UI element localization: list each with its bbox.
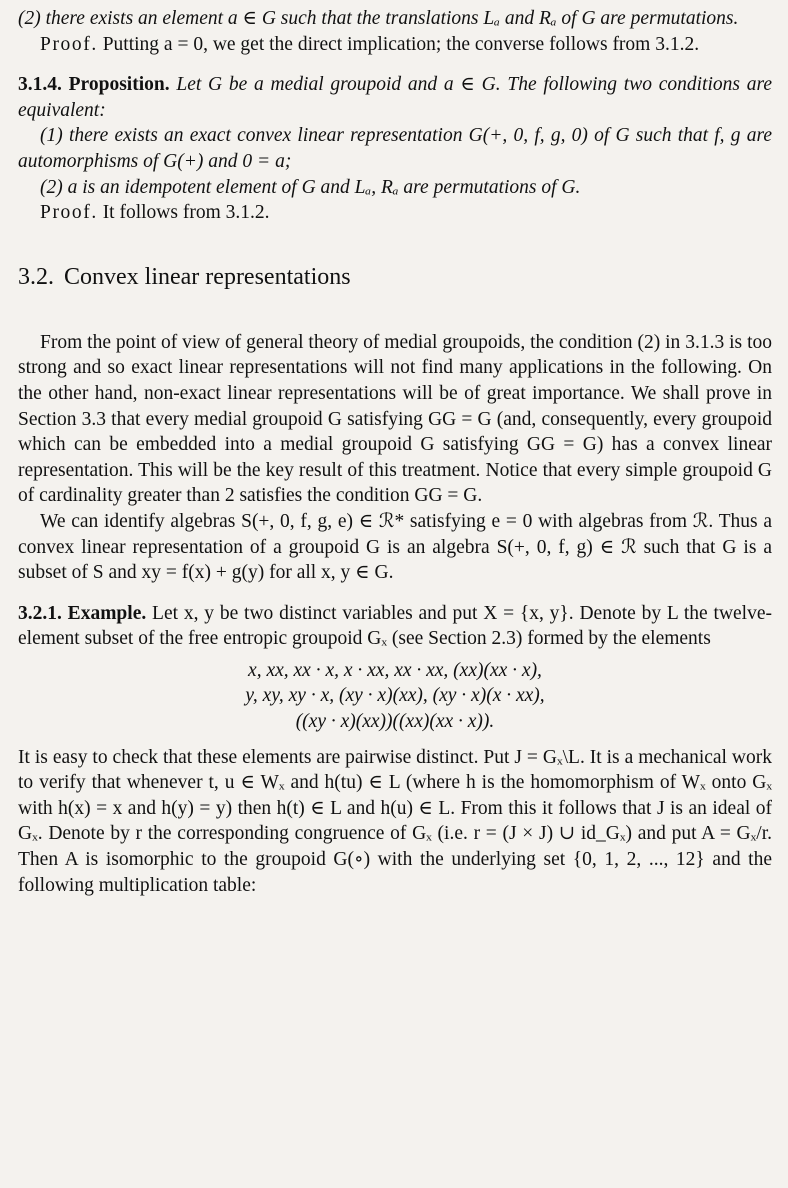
proof-label: Proof. [40,33,98,55]
proposition-314 [18,72,772,123]
section-heading [18,262,772,292]
display-line: x, xx, xx · x, x · xx, xx · xx, (xx)(xx · x), [248,659,542,681]
display-line: y, xy, xy · x, (xy · x)(xx), (xy · x)(x · xx), [245,685,545,707]
item2-proof [18,32,772,58]
display-line: ((xy · x)(xx))((xx)(xx · x)). [295,711,495,733]
page [18,6,772,898]
proposition-statement: Let G be a medial groupoid and a ∈ G. The following two conditions are equivalent: [18,74,772,121]
paragraph-3: It is easy to check that these elements are pairwise distinct. Put J = Gₓ\L. It is a mechanical work to verify that whenever t, u ∈ Wₓ and h(tu) ∈ L (where h is the homomorphism of Wₓ onto Gₓ with h(x) = x and h(y) = y) then h(t) ∈ L and h(u) ∈ L. From this it follows that J is an ideal of Gₓ. Denote by r the corresponding congruence of Gₓ (i.e. r = (J × J) ∪ id_Gₓ) and put A = Gₓ/r. Then A is isomorphic to the groupoid G(∘) with the underlying set {0, 1, 2, ..., 12} and the following multiplication table: [18,746,772,896]
proof-text: Putting a = 0, we get the direct implication; the converse follows from 3.1.2. [97,33,700,55]
proposition-proof [18,200,772,226]
example-text: Let x, y be two distinct variables and put X = {x, y}. Denote by L the twelve-element subset of the free entropic groupoid Gₓ (see Section 2.3) formed by the elements [18,602,772,650]
proposition-label: 3.1.4. Proposition. [18,74,170,96]
display-elements [18,658,772,735]
section-number: 3.2. [18,263,54,290]
paragraph-1: From the point of view of general theory of medial groupoids, the condition (2) in 3.1.3 is too strong and so exact linear representations will not find many applications in the following. On the other hand, non-exact linear representations will be of great importance. We shall prove in Section 3.3 that every medial groupoid G satisfying GG = G (and, consequently, every groupoid which can be embedded into a medial groupoid G satisfying GG = G) has a convex linear representation. This will be the key result of this treatment. Notice that every simple groupoid G of cardinality greater than 2 satisfies the condition GG = G. [18,331,772,507]
proof-text: It follows from 3.1.2. [97,202,270,224]
section-title-text: Convex linear representations [64,263,351,290]
proposition-cond2: (2) a is an idempotent element of G and Lₐ, Rₐ are permutations of G. [40,176,581,198]
paragraph-2: We can identify algebras S(+, 0, f, g, e) ∈ ℛ* satisfying e = 0 with algebras from ℛ. Thus a convex linear representation of a groupoid G is an algebra S(+, 0, f, g) ∈ ℛ such that G is a subset of S and xy = f(x) + g(y) for all x, y ∈ G. [18,510,772,584]
proposition-cond1: (1) there exists an exact convex linear representation G(+, 0, f, g, 0) of G such that f, g are automorphisms of G(+) and 0 = a; [18,125,772,172]
example-label: 3.2.1. Example. [18,602,147,624]
item2-statement: (2) there exists an element a ∈ G such that the translations Lₐ and Rₐ of G are permutations. [18,8,739,29]
example-321 [18,601,772,652]
proof-label: Proof. [40,202,98,224]
